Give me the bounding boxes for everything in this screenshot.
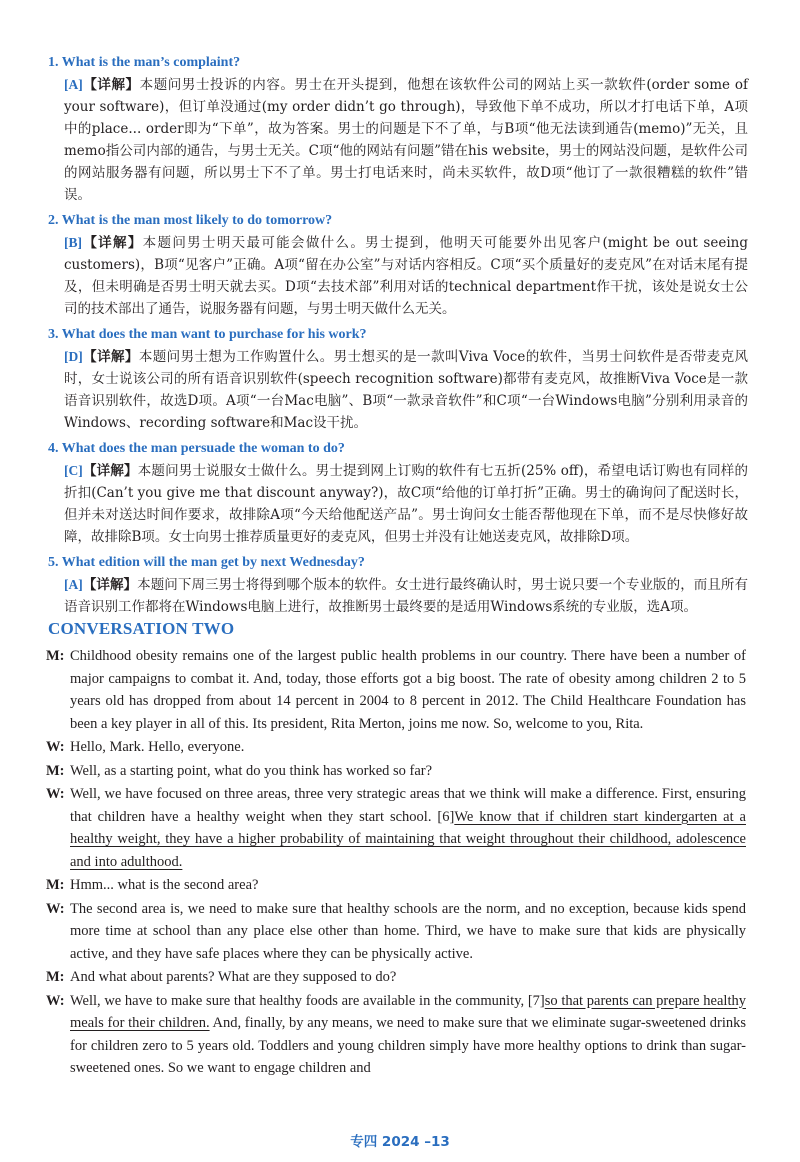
dialogue-text-plain: Hmm... what is the second area? bbox=[70, 877, 259, 893]
explanation-tag: 【详解】 bbox=[82, 577, 138, 593]
question-title: 2. What is the man most likely to do tomorrow? bbox=[48, 213, 333, 228]
answer-key: [C] bbox=[64, 463, 83, 478]
dialogue-text bbox=[70, 783, 746, 873]
speaker-label: M: bbox=[46, 969, 65, 985]
underlined-answer-text: so that parents can prepare healthy meals for their children. bbox=[70, 992, 746, 1031]
question-item bbox=[48, 438, 748, 548]
question-item bbox=[48, 552, 748, 618]
question-item bbox=[48, 210, 748, 320]
answer-key: [A] bbox=[64, 77, 83, 92]
question-item bbox=[48, 52, 748, 206]
dialogue-line bbox=[46, 645, 746, 735]
question-item bbox=[48, 324, 748, 434]
explanation-text: 本题问男士想为工作购置什么。男士想买的是一款叫Viva Voce的软件，当男士问软件是否带麦克风时，女士说该公司的所有语音识别软件(speech recognition software)都带有麦克风，故推断Viva Voce是一款语音识别软件，故选D项。A项“一台Mac电脑”、B项“一款录音软件”和C项“一台Windows电脑”分别利用录音的Windows、recording software和Mac设干扰。 bbox=[64, 349, 749, 431]
dialogue-text-plain: Well, we have focused on three areas, three very strategic areas that we think will make a difference. First, ensuring that children have a healthy weight when they start school. [6] bbox=[70, 786, 746, 825]
question-title: 3. What does the man want to purchase for his work? bbox=[48, 327, 367, 342]
explanation-text: 本题问下周三男士将得到哪个版本的软件。女士进行最终确认时，男士说只要一个专业版的，而且所有语音识别工作都将在Windows电脑上进行，故推断男士最终要的是适用Windows系统的专业版，选A项。 bbox=[64, 577, 749, 615]
dialogue-line bbox=[46, 874, 746, 897]
dialogue-text-plain: And, finally, by any means, we need to make sure that we eliminate sugar-sweetened drinks for children zero to 5 years old. Toddlers and young children simply have more healthy options to drink than sugar-sweetened ones. So we want to engage children and bbox=[70, 1015, 746, 1076]
dialogue-text bbox=[70, 760, 746, 783]
explanation-tag: 【详解】 bbox=[82, 235, 143, 251]
question-explanation bbox=[64, 574, 748, 618]
speaker-label: W: bbox=[46, 900, 65, 917]
dialogue-text-plain: Well, as a starting point, what do you think has worked so far? bbox=[70, 762, 433, 779]
speaker-label: W: bbox=[46, 786, 65, 802]
question-title: 4. What does the man persuade the woman to do? bbox=[48, 441, 345, 456]
dialogue-text bbox=[70, 966, 746, 989]
dialogue-text-plain: Hello, Mark. Hello, everyone. bbox=[70, 739, 245, 755]
dialogue-text-plain: And what about parents? What are they supposed to do? bbox=[70, 969, 397, 985]
explanation-text: 本题问男士说服女士做什么。男士提到网上订购的软件有七五折(25% off)，希望电话订购也有同样的折扣(Can’t you give me that discount anyway?)，故C项“给他的订单打折”正确。男士的确询问了配送时长，但并未对送达时间作要求，故排除A项“今天给他配送产品”。男士询问女士能否帮他现在下单，而不是尽快修好故障，故排除B项。女士向男士推荐质量更好的麦克风，但男士并没有让她送麦克风，故排除D项。 bbox=[64, 463, 748, 545]
speaker-label: M: bbox=[46, 877, 65, 893]
dialogue-line bbox=[46, 898, 746, 966]
speaker-label: W: bbox=[46, 739, 65, 755]
dialogue-line bbox=[46, 966, 746, 989]
question-title: 5. What edition will the man get by next Wednesday? bbox=[48, 555, 365, 570]
dialogue-text bbox=[70, 874, 746, 897]
dialogue-text-plain: Childhood obesity remains one of the largest public health problems in our country. There have been a number of major campaigns to combat it. And, today, those efforts got a big boost. The rate of obesity among children 2 to 5 years old has dropped from about 14 percent in 2004 to 8 percent in 2012. The Child Healthcare Foundation has been a key player in all of this. Its president, Rita Merton, joins me now. So, welcome to you, Rita. bbox=[70, 648, 746, 732]
question-list bbox=[48, 52, 748, 622]
speaker-label: M: bbox=[46, 648, 65, 664]
answer-key: [D] bbox=[64, 349, 83, 364]
dialogue-line bbox=[46, 990, 746, 1080]
page-number: 专四 2024 –13 bbox=[350, 1134, 450, 1150]
question-explanation bbox=[64, 232, 748, 320]
explanation-tag: 【详解】 bbox=[82, 349, 139, 365]
conversation-transcript bbox=[46, 645, 746, 1081]
explanation-text: 本题问男士投诉的内容。男士在开头提到，他想在该软件公司的网站上买一款软件(order some of your software)，但订单没通过(my order didn’t go through)，导致他下单不成功，所以才打电话下单，A项中的place... order即为“下单”，故为答案。男士的问题是下不了单，与B项“他无法读到通告(memo)”无关，且memo指公司内部的通告，与男士无关。C项“他的网站有问题”错在his website，男士的网站没问题，是软件公司的网站服务器有问题，所以男士下不了单。男士打电话来时，尚未买软件，故D项“他订了一款很糟糕的软件”错误。 bbox=[64, 77, 749, 203]
explanation-tag: 【详解】 bbox=[82, 77, 140, 93]
dialogue-text-plain: Well, we have to make sure that healthy foods are available in the community, [7] bbox=[70, 992, 545, 1009]
dialogue-text bbox=[70, 898, 746, 966]
question-title: 1. What is the man’s complaint? bbox=[48, 55, 241, 70]
answer-key: [B] bbox=[64, 235, 82, 250]
dialogue-line bbox=[46, 783, 746, 873]
question-explanation bbox=[64, 74, 748, 206]
explanation-tag: 【详解】 bbox=[82, 463, 138, 479]
dialogue-text bbox=[70, 736, 746, 759]
question-explanation bbox=[64, 460, 748, 548]
conversation-title: CONVERSATION TWO bbox=[48, 619, 235, 638]
dialogue-text-plain: The second area is, we need to make sure that healthy schools are the norm, and no exception, because kids spend more time at school than any place else other than home. Third, we have to make sure that kids are physically active, and they have safe places where they can be physically active. bbox=[70, 900, 746, 962]
question-explanation bbox=[64, 346, 748, 434]
speaker-label: M: bbox=[46, 762, 65, 779]
answer-key: [A] bbox=[64, 577, 83, 592]
speaker-label: W: bbox=[46, 992, 65, 1009]
underlined-answer-text: We know that if children start kindergarten at a healthy weight, they have a higher probability of maintaining that weight throughout their childhood, adolescence and into adulthood. bbox=[70, 808, 746, 870]
dialogue-line bbox=[46, 736, 746, 759]
dialogue-text bbox=[70, 990, 746, 1080]
dialogue-text bbox=[70, 645, 746, 735]
explanation-text: 本题问男士明天最可能会做什么。男士提到，他明天可能要外出见客户(might be out seeing customers)，B项“见客户”正确。A项“留在办公室”与对话内容相反。C项“买个质量好的麦克风”在对话末尾有提及，但未明确是否男士明天就去买。D项“去技术部”利用对话的technical department作干扰，该处是说女士公司的技术部出了通告，说服务器有问题，与男士明天做什么无关。 bbox=[64, 235, 748, 317]
dialogue-line bbox=[46, 760, 746, 783]
